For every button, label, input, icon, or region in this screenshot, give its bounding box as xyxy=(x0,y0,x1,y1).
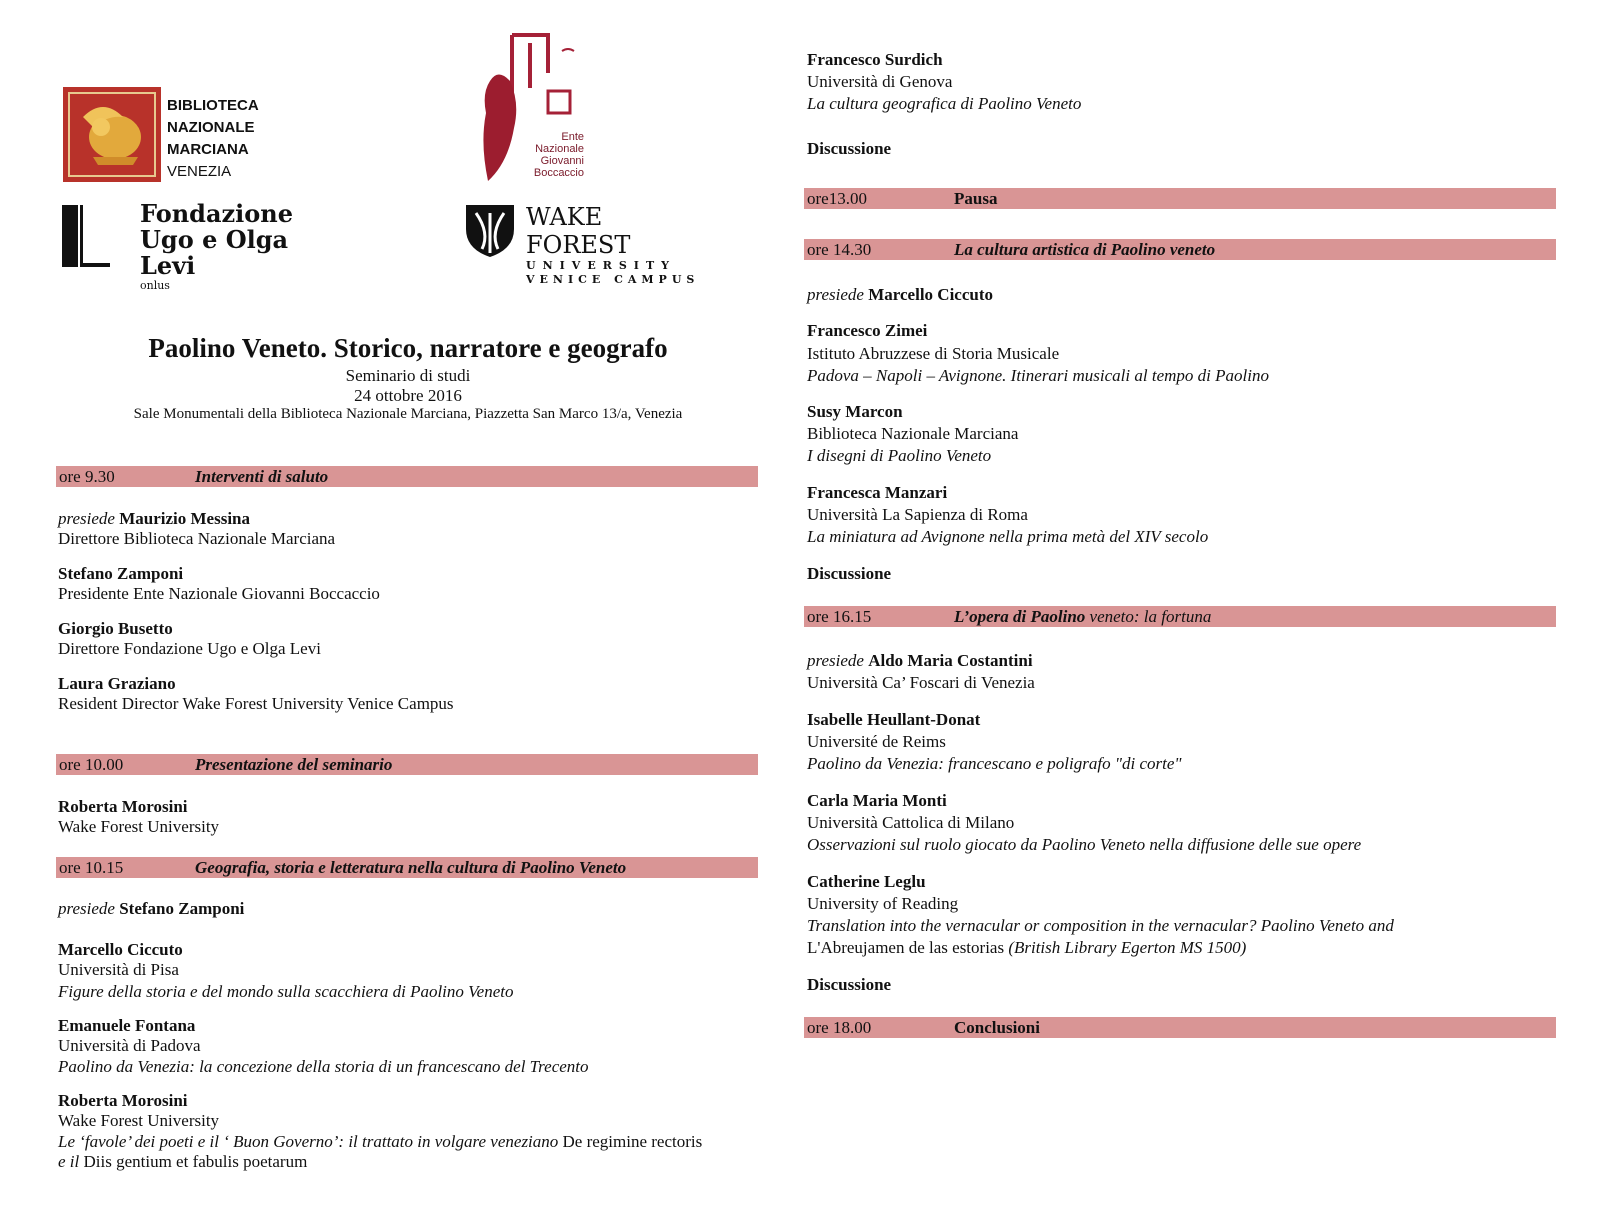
discussion-label: Discussione xyxy=(807,975,892,994)
session-bar-1430 xyxy=(804,239,1556,260)
chair-line: presiede Maurizio Messina xyxy=(58,509,251,528)
speaker-role: Direttore Fondazione Ugo e Olga Levi xyxy=(58,639,321,658)
wake-forest-line2: UNIVERSITY xyxy=(526,259,676,272)
session-time: ore 10.15 xyxy=(59,858,124,877)
session-title: Presentazione del seminario xyxy=(195,755,393,774)
talk-title: Osservazioni sul ruolo giocato da Paolino Veneto nella diffusione delle sue opere xyxy=(807,835,1362,854)
session-time: ore 18.00 xyxy=(807,1018,872,1037)
speaker-name: Roberta Morosini xyxy=(58,797,188,816)
marciana-line3: MARCIANA xyxy=(167,141,249,158)
event-date: 24 ottobre 2016 xyxy=(354,386,462,405)
speaker-name: Roberta Morosini xyxy=(58,1091,188,1110)
session-time: ore13.00 xyxy=(807,189,867,208)
session-bar-1000 xyxy=(56,754,758,775)
session-bar-1615 xyxy=(804,606,1556,627)
talk-title: Padova – Napoli – Avignone. Itinerari musicali al tempo di Paolino xyxy=(807,366,1269,385)
speaker-name: Carla Maria Monti xyxy=(807,791,947,810)
speaker-role: Université de Reims xyxy=(807,732,946,751)
levi-line3: onlus xyxy=(140,279,170,292)
speaker-name: Isabelle Heullant-Donat xyxy=(807,710,981,729)
wake-forest-line1: WAKE FOREST xyxy=(526,203,631,259)
session-title: Geografia, storia e letteratura nella cultura di Paolino Veneto xyxy=(195,858,627,877)
boccaccio-line1: Ente xyxy=(561,131,584,143)
talk-title: Paolino da Venezia: francescano e poligrafo "di corte" xyxy=(807,754,1182,773)
talk-title: La cultura geografica di Paolino Veneto xyxy=(807,94,1082,113)
speaker-role: Istituto Abruzzese di Storia Musicale xyxy=(807,344,1060,363)
boccaccio-line3: Giovanni xyxy=(540,155,584,167)
speaker-role: Resident Director Wake Forest University Venice Campus xyxy=(58,694,454,713)
talk-title-cont: e il Diis gentium et fabulis poetarum xyxy=(58,1152,308,1171)
speaker-name: Giorgio Busetto xyxy=(58,619,173,638)
speaker-name: Catherine Leglu xyxy=(807,872,926,891)
talk-title: Le ‘favole’ dei poeti e il ‘ Buon Governo’: il trattato in volgare veneziano De regimine rectoris xyxy=(58,1132,703,1151)
speaker-role: University of Reading xyxy=(807,894,959,913)
levi-line1: Fondazione xyxy=(140,199,293,228)
discussion-label: Discussione xyxy=(807,139,892,158)
marciana-line2: NAZIONALE xyxy=(167,119,255,136)
boccaccio-logo xyxy=(470,33,590,183)
speaker-role: Direttore Biblioteca Nazionale Marciana xyxy=(58,529,336,548)
session-title: L’opera di Paolino veneto: la fortuna xyxy=(954,607,1212,626)
marciana-line1: BIBLIOTECA xyxy=(167,97,259,114)
session-title: Pausa xyxy=(954,189,998,208)
chair-line: presiede Marcello Ciccuto xyxy=(807,285,993,304)
speaker-name: Francesco Zimei xyxy=(807,321,928,340)
talk-title: Translation into the vernacular or composition in the vernacular? Paolino Veneto and xyxy=(807,916,1394,935)
speaker-name: Emanuele Fontana xyxy=(58,1016,196,1035)
speaker-name: Francesco Surdich xyxy=(807,50,943,69)
marciana-line4: VENEZIA xyxy=(167,163,232,180)
session-title: Interventi di saluto xyxy=(195,467,329,486)
levi-l-icon xyxy=(58,203,113,269)
boccaccio-line2: Nazionale xyxy=(535,143,584,155)
speaker-role: Wake Forest University xyxy=(58,817,220,836)
session-time: ore 10.00 xyxy=(59,755,124,774)
session-time: ore 16.15 xyxy=(807,607,872,626)
session-bar-1800 xyxy=(804,1017,1556,1038)
subtitle: Seminario di studi xyxy=(345,366,471,385)
levi-logo xyxy=(58,199,338,292)
session-time: ore 14.30 xyxy=(807,240,872,259)
speaker-role: Università Ca’ Foscari di Venezia xyxy=(807,673,1035,692)
session-bar-1300 xyxy=(804,188,1556,209)
wake-forest-logo xyxy=(464,203,704,286)
session-bar-1015 xyxy=(56,857,758,878)
speaker-role: Università La Sapienza di Roma xyxy=(807,505,1028,524)
talk-title: La miniatura ad Avignone nella prima metà del XIV secolo xyxy=(807,527,1209,546)
speaker-name: Francesca Manzari xyxy=(807,483,948,502)
page-title: Paolino Veneto. Storico, narratore e geografo xyxy=(148,333,668,363)
speaker-role: Università di Genova xyxy=(807,72,953,91)
session-title: La cultura artistica di Paolino veneto xyxy=(954,240,1216,259)
speaker-role: Wake Forest University xyxy=(58,1111,220,1130)
wake-forest-line3: VENICE CAMPUS xyxy=(526,273,700,286)
winged-lion-icon xyxy=(63,87,161,182)
speaker-name: Laura Graziano xyxy=(58,674,176,693)
session-bar-0930 xyxy=(56,466,758,487)
boccaccio-line4: Boccaccio xyxy=(533,167,584,179)
chair-line: presiede Aldo Maria Costantini xyxy=(807,651,1033,670)
talk-title: I disegni di Paolino Veneto xyxy=(807,446,992,465)
wake-forest-shield-icon xyxy=(464,203,516,259)
speaker-role: Università di Padova xyxy=(58,1036,201,1055)
session-time: ore 9.30 xyxy=(59,467,115,486)
discussion-label: Discussione xyxy=(807,564,892,583)
speaker-role: Biblioteca Nazionale Marciana xyxy=(807,424,1019,443)
session-title: Conclusioni xyxy=(954,1018,1040,1037)
talk-title-cont: L'Abreujamen de las estorias (British Library Egerton MS 1500) xyxy=(807,938,1247,957)
speaker-name: Marcello Ciccuto xyxy=(58,940,183,959)
chair-line: presiede Stefano Zamponi xyxy=(58,899,245,918)
marciana-logo xyxy=(63,87,323,182)
talk-title: Paolino da Venezia: la concezione della storia di un francescano del Trecento xyxy=(58,1057,589,1076)
levi-line2: Ugo e Olga Levi xyxy=(140,225,289,280)
speaker-role: Università Cattolica di Milano xyxy=(807,813,1015,832)
talk-title: Figure della storia e del mondo sulla scacchiera di Paolino Veneto xyxy=(58,982,514,1001)
speaker-name: Susy Marcon xyxy=(807,402,903,421)
event-venue: Sale Monumentali della Biblioteca Nazionale Marciana, Piazzetta San Marco 13/a, Venezia xyxy=(133,406,683,422)
speaker-name: Stefano Zamponi xyxy=(58,564,184,583)
speaker-role: Università di Pisa xyxy=(58,960,179,979)
speaker-role: Presidente Ente Nazionale Giovanni Boccaccio xyxy=(58,584,380,603)
